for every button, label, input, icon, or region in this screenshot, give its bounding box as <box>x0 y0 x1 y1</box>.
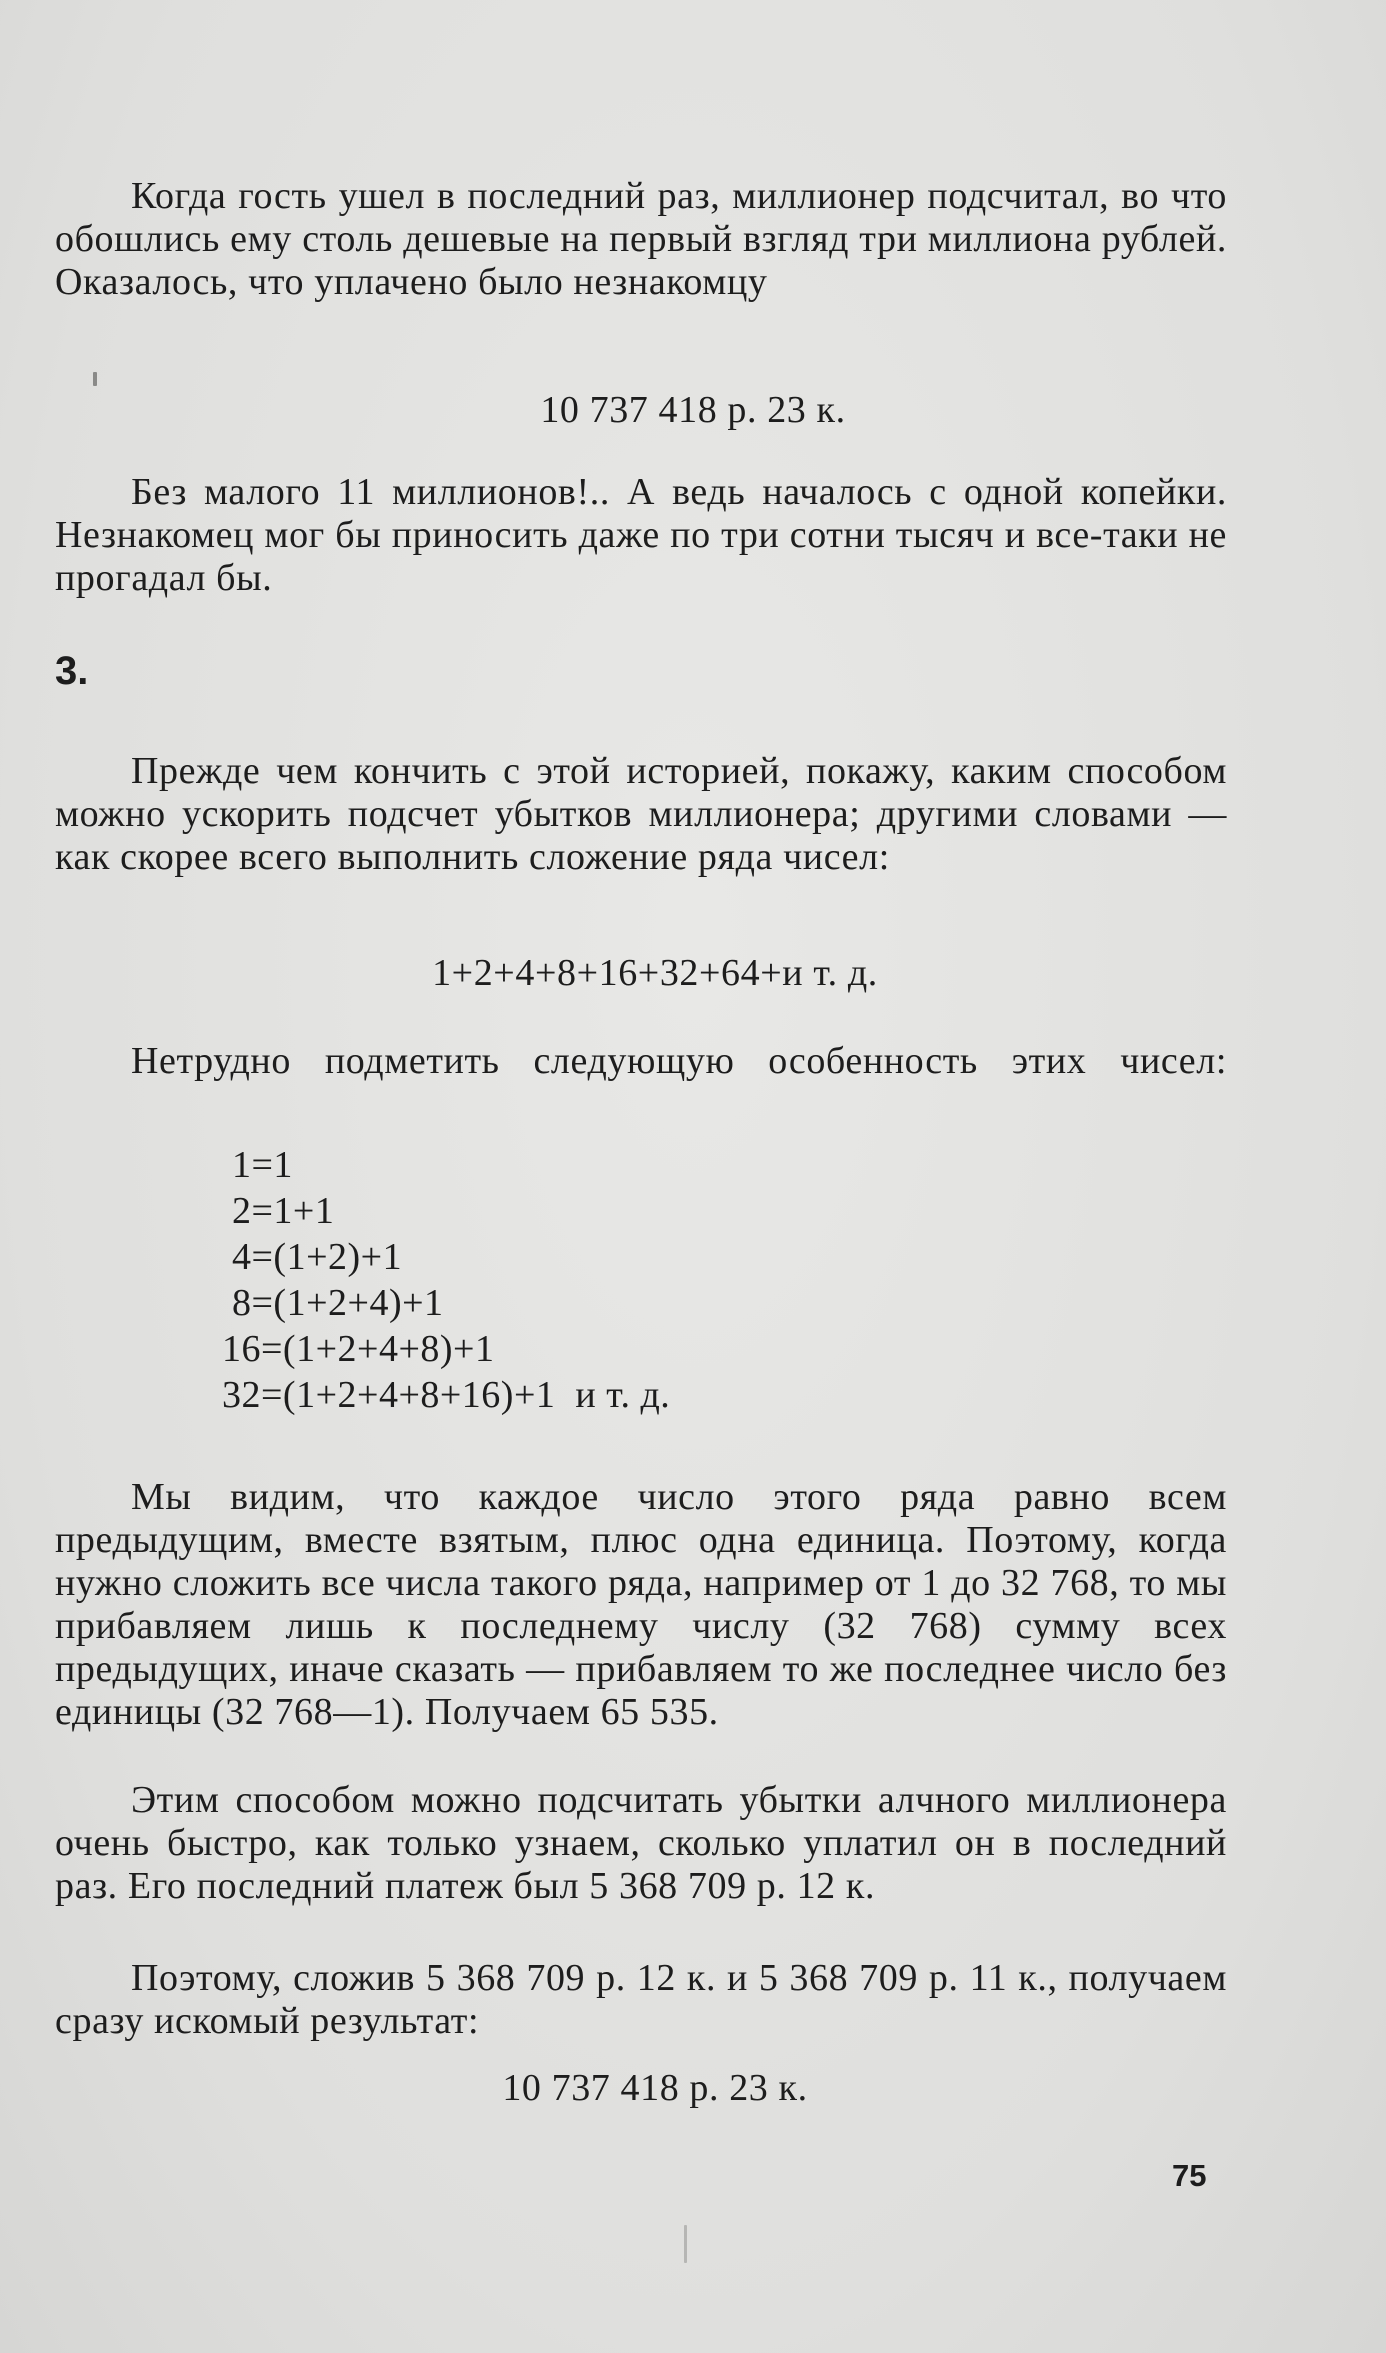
paragraph-text: Поэтому, сложив 5 368 709 р. 12 к. и 5 368 709 р. 11 к., получаем сразу искомый результат: <box>55 1957 1227 2042</box>
equation-line: 8=(1+2+4)+1 <box>222 1282 444 1324</box>
equation-line: 16=(1+2+4+8)+1 <box>222 1328 495 1370</box>
paragraph-text: Мы видим, что каждое число этого ряда равно всем предыдущим, вместе взятым, плюс одна единица. Поэтому, когда нужно сложить все числа такого ряда, например от 1 до 32 768, то мы прибавляем лишь к последнему числу (32 768) сумму всех предыдущих, иначе сказать — прибавляем то же последнее число без единицы (32 768—1). Получаем 65 535. <box>55 1476 1227 1733</box>
paragraph-this-method <box>55 1779 1227 1908</box>
total-amount-2: 10 737 418 р. 23 к. <box>502 2067 808 2109</box>
paragraph-almost-11-million <box>55 471 1227 600</box>
equation-list <box>222 1142 670 1418</box>
paragraph-text: Без малого 11 миллионов!.. А ведь началось с одной копейки. Незнакомец мог бы приносить даже по три сотни тысяч и все-таки не прогадал бы. <box>55 471 1227 599</box>
paragraph-notice-property <box>55 1040 1227 1083</box>
scan-speck <box>93 372 97 386</box>
scan-speck <box>684 2225 687 2263</box>
number-series: 1+2+4+8+16+32+64+и т. д. <box>432 952 878 994</box>
page-number: 75 <box>1172 2158 1207 2193</box>
section-number: 3. <box>55 649 89 693</box>
equation-line: 2=1+1 <box>222 1190 335 1232</box>
equation-line: 1=1 <box>222 1144 293 1186</box>
equation-line: 32=(1+2+4+8+16)+1 и т. д. <box>222 1374 671 1416</box>
paragraph-guest-left <box>55 175 1227 304</box>
total-amount-1: 10 737 418 р. 23 к. <box>540 389 846 431</box>
paragraph-text: Прежде чем кончить с этой историей, покажу, каким способом можно ускорить подсчет убытков миллионера; другими словами — как скорее всего выполнить сложение ряда чисел: <box>55 750 1227 878</box>
paragraph-therefore <box>55 1957 1227 2043</box>
paragraph-text: Этим способом можно подсчитать убытки алчного миллионера очень быстро, как только узнаем, сколько уплатил он в последний раз. Его последний платеж был 5 368 709 р. 12 к. <box>55 1779 1227 1907</box>
equation-line: 4=(1+2)+1 <box>222 1236 403 1278</box>
paragraph-before-finishing <box>55 750 1227 879</box>
paragraph-text: Нетрудно подметить следующую особенность этих чисел: <box>131 1040 1227 1082</box>
paragraph-text: Когда гость ушел в последний раз, миллионер подсчитал, во что обошлись ему столь дешевые на первый взгляд три миллиона рублей. Оказалось, что уплачено было незнакомцу <box>55 175 1227 303</box>
paragraph-we-see <box>55 1476 1227 1734</box>
